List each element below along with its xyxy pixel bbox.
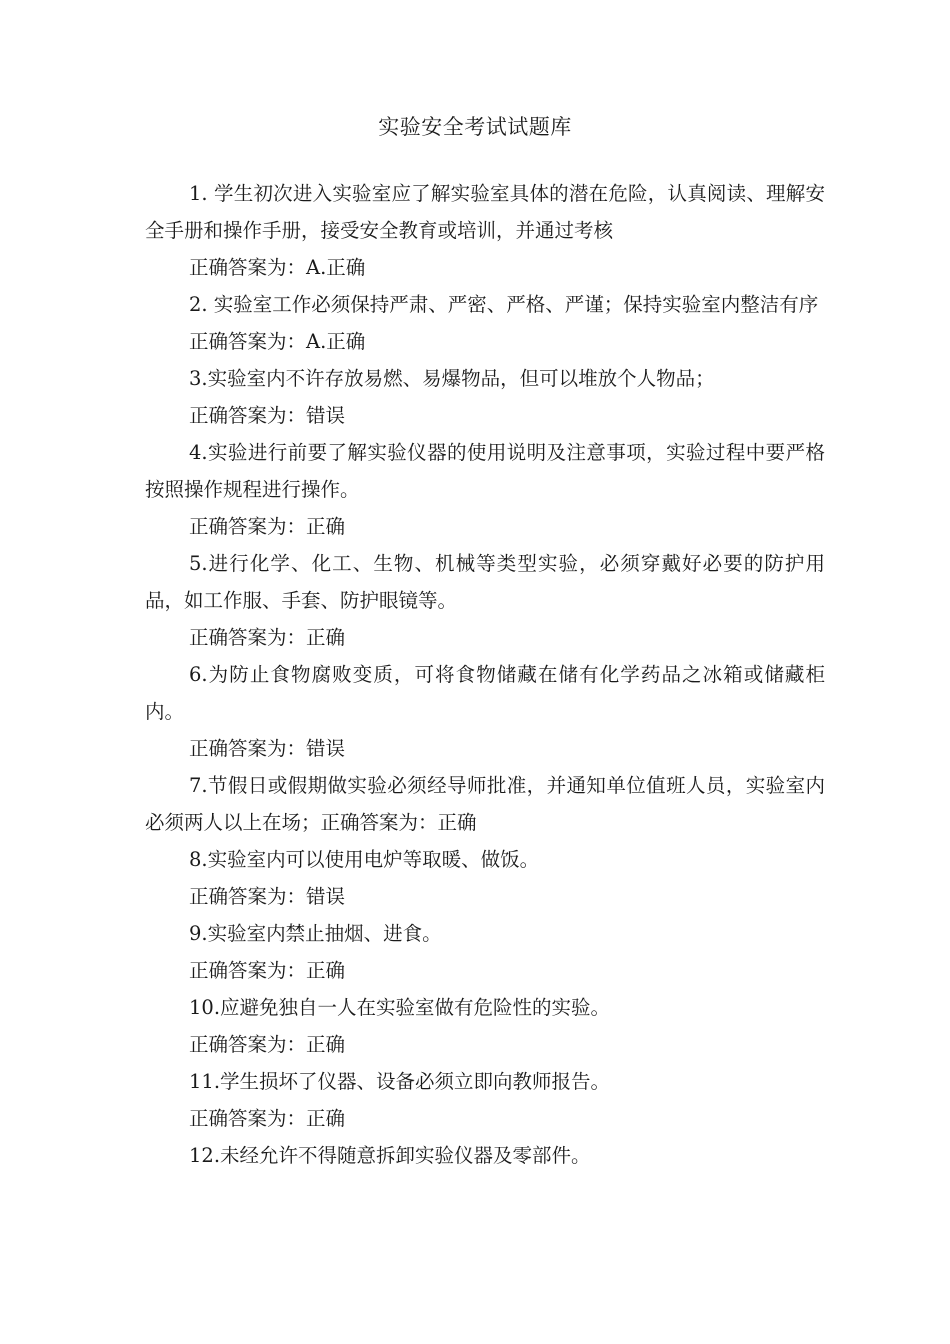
answer-6: 正确答案为：错误 [189, 737, 346, 760]
answer-8: 正确答案为：错误 [189, 885, 346, 908]
answer-11: 正确答案为：正确 [189, 1107, 346, 1130]
question-5: 5.进行化学、化工、生物、机械等类型实验，必须穿戴好必要的防护用品，如工作服、手套、防护眼镜等。 [145, 552, 825, 612]
question-7: 7.节假日或假期做实验必须经导师批准，并通知单位值班人员，实验室内必须两人以上在场；正确答案为：正确 [145, 774, 825, 834]
question-6: 6.为防止食物腐败变质，可将食物储藏在储有化学药品之冰箱或储藏柜内。 [145, 663, 825, 723]
question-8: 8.实验室内可以使用电炉等取暖、做饭。 [189, 848, 540, 871]
answer-9: 正确答案为：正确 [189, 959, 346, 982]
question-12: 12.未经允许不得随意拆卸实验仪器及零部件。 [189, 1144, 591, 1167]
answer-5: 正确答案为：正确 [189, 626, 346, 649]
question-3: 3.实验室内不许存放易燃、易爆物品，但可以堆放个人物品； [189, 367, 715, 390]
question-11: 11.学生损坏了仪器、设备必须立即向教师报告。 [189, 1070, 611, 1093]
answer-4: 正确答案为：正确 [189, 515, 346, 538]
answer-3: 正确答案为：错误 [189, 404, 346, 427]
answer-2: 正确答案为：A.正确 [189, 330, 366, 353]
question-2: 2. 实验室工作必须保持严肃、严密、严格、严谨；保持实验室内整洁有序 [189, 293, 819, 316]
answer-10: 正确答案为：正确 [189, 1033, 346, 1056]
answer-1: 正确答案为：A.正确 [189, 256, 366, 279]
question-4: 4.实验进行前要了解实验仪器的使用说明及注意事项，实验过程中要严格按照操作规程进行操作。 [145, 441, 825, 501]
question-1: 1. 学生初次进入实验室应了解实验室具体的潜在危险，认真阅读、理解安全手册和操作手册，接受安全教育或培训，并通过考核 [145, 182, 825, 242]
document-title: 实验安全考试试题库 [378, 115, 572, 139]
question-10: 10.应避免独自一人在实验室做有危险性的实验。 [189, 996, 611, 1019]
question-list [145, 175, 825, 1174]
question-9: 9.实验室内禁止抽烟、进食。 [189, 922, 442, 945]
